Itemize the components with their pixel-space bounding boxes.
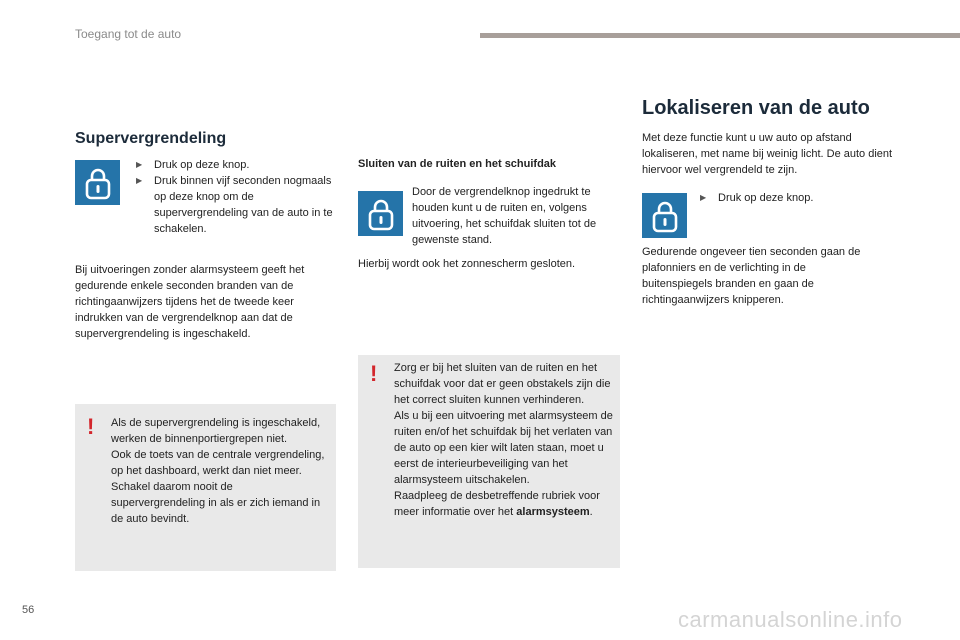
left-warning-box (75, 404, 336, 571)
lock-icon (642, 193, 687, 238)
lock-icon (358, 191, 403, 236)
warning-icon: ! (370, 361, 378, 386)
arrow-bullet-icon: ▶ (700, 193, 707, 202)
supervergrendeling-heading: Supervergrendeling (75, 130, 227, 147)
left-bullet-list (136, 157, 336, 237)
left-paragraph: Bij uitvoeringen zonder alarmsysteem geeft het gedurende enkele seconden branden van de richtingaanwijzers tijdens het de tweede keer indrukken van de vergrendelknop aan dat de supervergrendeling is ingeschakeld. (75, 264, 305, 340)
page-number: 56 (22, 604, 35, 616)
lock-icon (75, 160, 120, 205)
arrow-bullet-icon: ▶ (136, 160, 143, 169)
arrow-bullet-icon: ▶ (136, 176, 143, 185)
right-bullet-list (700, 190, 900, 206)
right-paragraph: Gedurende ongeveer tien seconden gaan de plafonniers en de verlichting in de buitenspiegels branden en gaan de richtingaanwijzers knipperen. (642, 246, 861, 306)
left-warning-text: Als de supervergrendeling is ingeschakeld, werken de binnenportiergrepen niet. Ook de toets van de centrale vergrendeling, op het dashboard, werkt dan niet meer. Schakel daarom nooit de supervergrendeling in als er zich iemand in de auto bevindt. (111, 417, 325, 525)
alarmsysteem-reference: alarmsysteem (516, 506, 590, 518)
list-item: ▶ Druk binnen vijf seconden nogmaals op deze knop om de supervergrendeling van de auto in te schakelen. (136, 175, 333, 235)
sluiten-heading: Sluiten van de ruiten en het schuifdak (358, 158, 557, 170)
lokaliseren-heading: Lokaliseren van de auto (642, 97, 870, 119)
list-item: ▶ Druk op deze knop. (700, 192, 814, 204)
warning-icon: ! (87, 414, 95, 439)
section-title: Toegang tot de auto (75, 27, 182, 41)
middle-warning-box (358, 355, 620, 568)
middle-warning-text: Zorg er bij het sluiten van de ruiten en het schuifdak voor dat er geen obstakels zijn die het correct sluiten kunnen verhinderen. Als u bij een uitvoering met alarmsysteem de ruiten en/of het schuifdak bij het verlaten van de auto op een kier wilt laten staan, moet u eerst de interieurbeveiliging van het alarmsysteem uitschakelen. Raadpleeg de desbetreffende rubriek voor meer informatie over het alarmsysteem. (394, 362, 613, 518)
list-item: ▶ Druk op deze knop. (136, 159, 250, 171)
middle-icon-text: Door de vergrendelknop ingedrukt te houden kunt u de ruiten en, volgens uitvoering, het schuifdak sluiten tot de gewenste stand. (412, 186, 597, 246)
right-intro: Met deze functie kunt u uw auto op afstand lokaliseren, met name bij weinig licht. De auto dient hiervoor wel vergrendeld te zijn. (642, 132, 893, 176)
header-bar (480, 33, 960, 38)
watermark: carmanualsonline.info (678, 607, 903, 632)
middle-paragraph: Hierbij wordt ook het zonnescherm gesloten. (358, 258, 576, 270)
